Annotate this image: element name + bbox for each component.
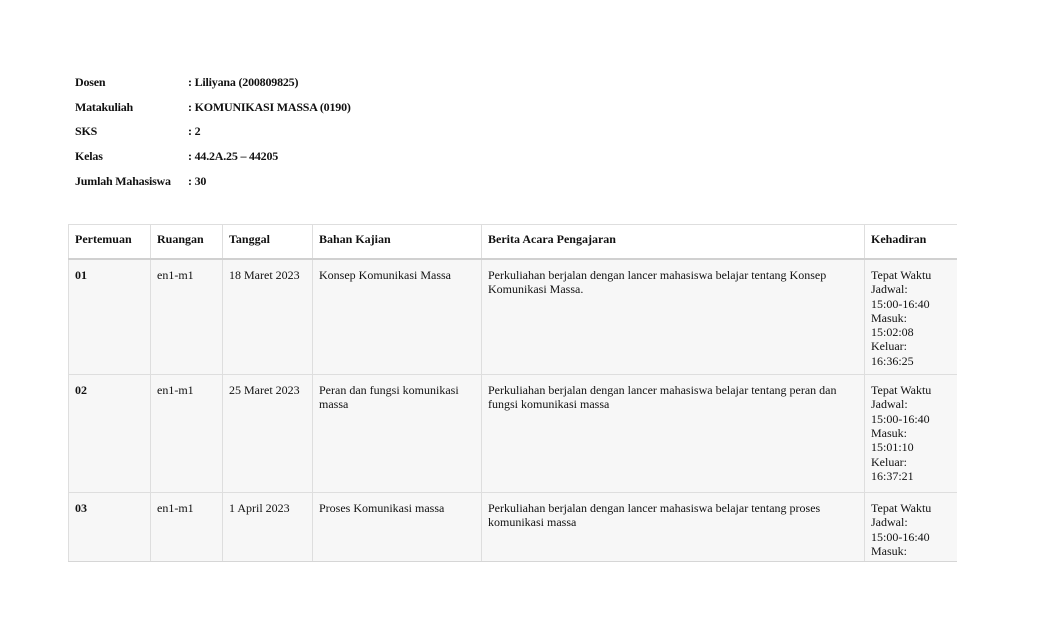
info-label: Matakuliah [75, 99, 134, 114]
kehadiran-status: Tepat Waktu [871, 268, 932, 282]
header-ruangan: Ruangan [151, 225, 223, 260]
kehadiran-status: Tepat Waktu [871, 501, 932, 516]
table-row [69, 259, 958, 375]
kehadiran-keluar-value: 16:36:25 [871, 353, 914, 368]
info-label: Dosen [75, 75, 106, 89]
kehadiran-jadwal-label: Jadwal: [871, 397, 908, 412]
info-row-kelas [75, 149, 351, 174]
cell-pertemuan: 03 [69, 493, 151, 562]
info-row-jumlah-mahasiswa [75, 174, 351, 199]
kehadiran-jadwal-value: 15:00-16:40 [871, 296, 930, 311]
kehadiran-jadwal-value: 15:00-16:40 [871, 411, 930, 426]
table-row [69, 493, 958, 562]
kehadiran-masuk-value: 15:01:10 [871, 440, 914, 455]
kehadiran-jadwal-label: Jadwal: [871, 282, 908, 297]
info-value: : 44.2A.25 – 44205 [188, 149, 279, 164]
header-bahan-kajian: Bahan Kajian [313, 225, 482, 260]
cell-bahan-kajian: Peran dan fungsi komunikasi massa [313, 375, 482, 493]
header-pertemuan: Pertemuan [69, 225, 151, 260]
kehadiran-masuk-label: Masuk: [871, 310, 907, 325]
course-info [75, 75, 351, 198]
cell-ruangan: en1-m1 [151, 493, 223, 562]
cell-tanggal: 18 Maret 2023 [223, 259, 313, 375]
kehadiran-masuk-value: 15:02:08 [871, 325, 914, 340]
table-row [69, 375, 958, 493]
kehadiran-status: Tepat Waktu [871, 383, 932, 398]
info-label: Kelas [75, 149, 103, 164]
cell-pertemuan: 02 [69, 375, 151, 493]
cell-berita-acara: Perkuliahan berjalan dengan lancer mahasiswa belajar tentang proses komunikasi massa [482, 493, 865, 562]
info-value: : 30 [188, 173, 207, 188]
kehadiran-masuk-label: Masuk: [871, 543, 907, 558]
info-label: Jumlah Mahasiswa [75, 173, 171, 188]
info-value: : Liliyana (200809825) [188, 75, 299, 89]
kehadiran-keluar-label: Keluar: [871, 454, 907, 469]
cell-bahan-kajian: Proses Komunikasi massa [313, 493, 482, 562]
cell-kehadiran [865, 259, 958, 375]
cell-kehadiran [865, 375, 958, 493]
cell-berita-acara: Perkuliahan berjalan dengan lancer mahasiswa belajar tentang peran dan fungsi komunikasi massa [482, 375, 865, 493]
info-row-matakuliah [75, 100, 351, 125]
info-value: : 2 [188, 124, 201, 139]
table-header-row [69, 225, 958, 260]
attendance-table [68, 224, 957, 562]
kehadiran-jadwal-value: 15:00-16:40 [871, 529, 930, 544]
cell-ruangan: en1-m1 [151, 375, 223, 493]
cell-tanggal: 1 April 2023 [223, 493, 313, 562]
kehadiran-keluar-label: Keluar: [871, 339, 907, 354]
cell-berita-acara: Perkuliahan berjalan dengan lancer mahasiswa belajar tentang Konsep Komunikasi Massa. [482, 259, 865, 375]
info-value: : KOMUNIKASI MASSA (0190) [188, 99, 351, 114]
cell-bahan-kajian: Konsep Komunikasi Massa [313, 259, 482, 375]
kehadiran-masuk-label: Masuk: [871, 425, 907, 440]
kehadiran-jadwal-label: Jadwal: [871, 515, 908, 530]
header-tanggal: Tanggal [223, 225, 313, 260]
info-row-sks [75, 124, 351, 149]
header-berita-acara: Berita Acara Pengajaran [482, 225, 865, 260]
header-kehadiran: Kehadiran [865, 225, 958, 260]
info-label: SKS [75, 124, 98, 139]
cell-pertemuan: 01 [69, 259, 151, 375]
cell-tanggal: 25 Maret 2023 [223, 375, 313, 493]
cell-kehadiran [865, 493, 958, 562]
attendance-table-container [68, 224, 957, 562]
kehadiran-keluar-value: 16:37:21 [871, 468, 914, 483]
cell-ruangan: en1-m1 [151, 259, 223, 375]
info-row-dosen [75, 75, 351, 100]
